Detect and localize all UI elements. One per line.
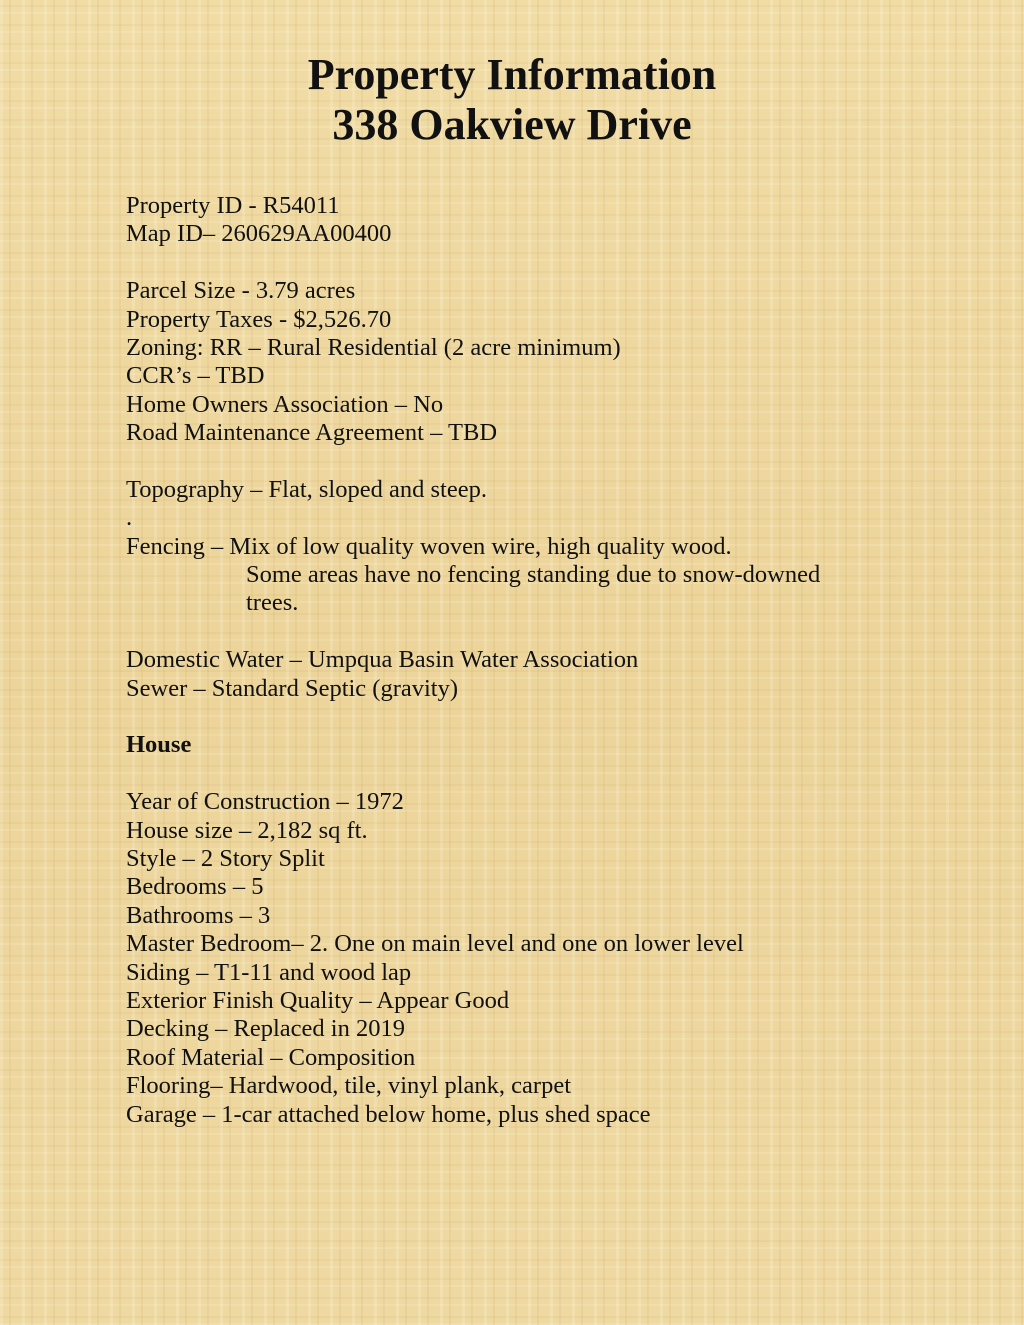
property-details [126, 192, 946, 1129]
house-item: Year of Construction – 1972 [126, 788, 404, 816]
property-id: Property ID - R54011 [126, 192, 340, 219]
spacer [126, 703, 946, 731]
house-item: Master Bedroom– 2. One on main level and one on lower level [126, 930, 744, 958]
house-item: Bedrooms – 5 [126, 873, 264, 901]
stray-dot: . [126, 504, 133, 532]
house-item: Siding – T1-11 and wood lap [126, 958, 412, 986]
domestic-water: Domestic Water – Umpqua Basin Water Association [126, 646, 639, 674]
ccrs: CCR’s – TBD [126, 362, 265, 390]
topography: Topography – Flat, sloped and steep. [126, 475, 487, 503]
title-line-1: Property Information [307, 50, 717, 99]
house-item: Exterior Finish Quality – Appear Good [126, 986, 510, 1014]
fencing: Fencing – Mix of low quality woven wire, high quality wood. [126, 532, 732, 560]
sewer: Sewer – Standard Septic (gravity) [126, 674, 459, 702]
house-item: House size – 2,182 sq ft. [126, 816, 368, 844]
parcel-size: Parcel Size - 3.79 acres [126, 277, 356, 305]
spacer [126, 618, 946, 646]
fencing-continued: Some areas have no fencing standing due to snow-downed [246, 561, 821, 589]
map-id: Map ID– 260629AA00400 [126, 220, 392, 248]
zoning: Zoning: RR – Rural Residential (2 acre minimum) [126, 333, 621, 361]
house-item: Decking – Replaced in 2019 [126, 1015, 405, 1043]
page-title [0, 50, 1024, 150]
spacer [126, 760, 946, 788]
spacer [126, 249, 946, 277]
home-owners-association: Home Owners Association – No [126, 390, 444, 418]
house-item: Garage – 1-car attached below home, plus shed space [126, 1100, 651, 1128]
house-heading: House [126, 731, 192, 759]
property-taxes: Property Taxes - $2,526.70 [126, 305, 392, 333]
house-item: Style – 2 Story Split [126, 844, 325, 872]
house-item: Bathrooms – 3 [126, 901, 271, 929]
fencing-continued-2: trees. [246, 589, 299, 617]
title-line-2: 338 Oakview Drive [332, 100, 692, 149]
road-maintenance: Road Maintenance Agreement – TBD [126, 419, 498, 447]
spacer [126, 448, 946, 476]
house-item: Roof Material – Composition [126, 1043, 416, 1071]
house-item: Flooring– Hardwood, tile, vinyl plank, carpet [126, 1072, 571, 1100]
